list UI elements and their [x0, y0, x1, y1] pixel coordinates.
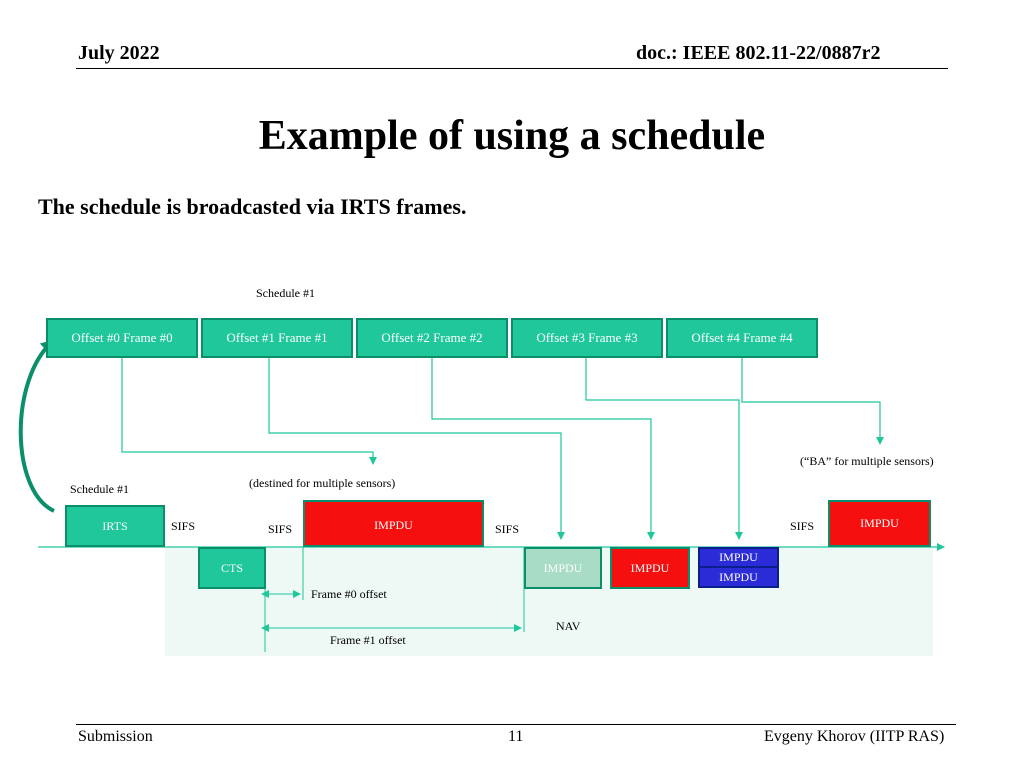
- connector-frame-4: [742, 358, 880, 444]
- page-subtitle: The schedule is broadcasted via IRTS frames.: [38, 194, 467, 219]
- connector-frame-0: [122, 358, 373, 464]
- sifs-label-2: SIFS: [268, 522, 293, 536]
- footer-author: Evgeny Khorov (IITP RAS): [764, 728, 945, 745]
- impdu-frame-1: IMPDU: [524, 547, 602, 589]
- page-number: 11: [508, 728, 524, 745]
- schedule-box-3: Offset #3 Frame #3: [511, 318, 663, 358]
- footer-divider: [76, 724, 956, 725]
- multi-sensor-note: (destined for multiple sensors): [249, 476, 396, 490]
- schedule-box-1: Offset #1 Frame #1: [201, 318, 353, 358]
- impdu-multi-sensor: IMPDU: [303, 500, 484, 547]
- schedule-box-4: Offset #4 Frame #4: [666, 318, 818, 358]
- impdu-frame-2: IMPDU: [610, 547, 690, 589]
- ba-note: (“BA” for multiple sensors): [800, 454, 934, 468]
- sifs-label-4: SIFS: [790, 519, 815, 533]
- irts-frame: IRTS: [65, 505, 165, 547]
- schedule-label-top: Schedule #1: [256, 286, 315, 300]
- schedule-box-0: Offset #0 Frame #0: [46, 318, 198, 358]
- page-title: Example of using a schedule: [258, 113, 766, 159]
- header-date: July 2022: [78, 42, 160, 64]
- footer-submission: Submission: [78, 728, 153, 745]
- impdu-frame-3b: IMPDU: [698, 566, 779, 588]
- impdu-ba: IMPDU: [828, 500, 931, 547]
- header-doc-id: doc.: IEEE 802.11-22/0887r2: [636, 42, 881, 64]
- impdu-frame-3a: IMPDU: [698, 547, 779, 568]
- sifs-label-1: SIFS: [171, 519, 196, 533]
- schedule-box-2: Offset #2 Frame #2: [356, 318, 508, 358]
- cts-frame: CTS: [198, 547, 266, 589]
- schedule-link-arrow: [21, 342, 54, 511]
- nav-label: NAV: [556, 619, 581, 633]
- schedule-label-left: Schedule #1: [70, 482, 129, 496]
- frame1-offset-label: Frame #1 offset: [330, 633, 406, 647]
- frame0-offset-label: Frame #0 offset: [311, 587, 387, 601]
- connector-frame-3: [586, 358, 739, 539]
- sifs-label-3: SIFS: [495, 522, 520, 536]
